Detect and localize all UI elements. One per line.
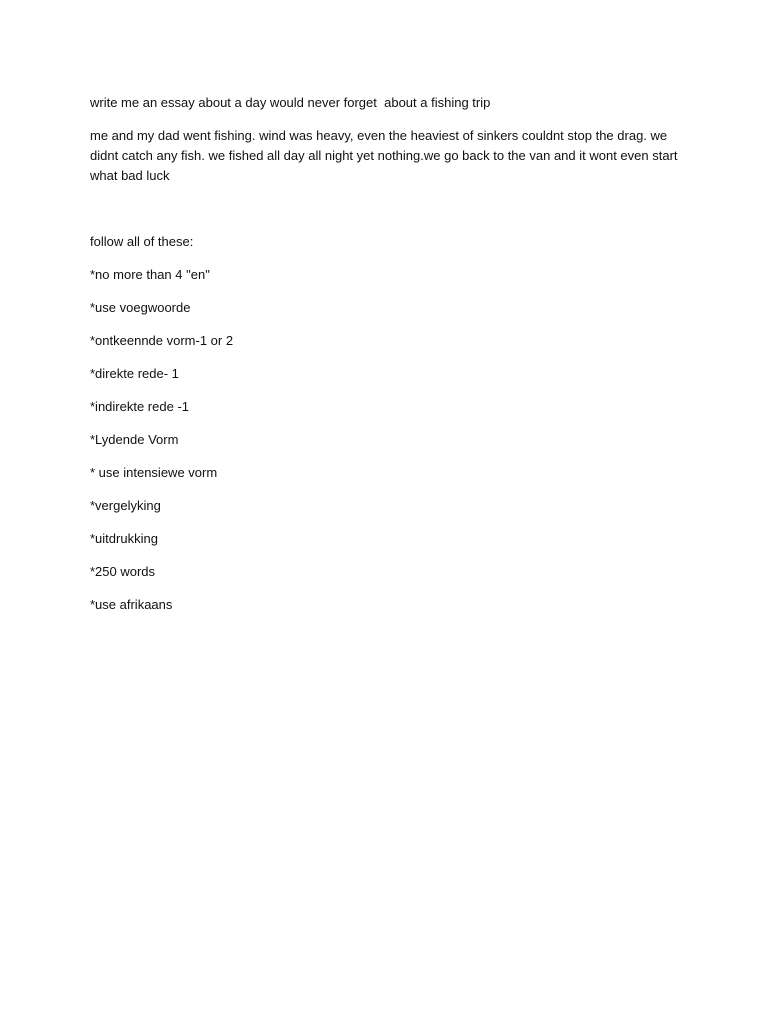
requirement-item: *ontkeennde vorm-1 or 2 [90,333,234,348]
requirement-item: * use intensiewe vorm [90,465,218,480]
requirement-item: *250 words [90,564,156,579]
requirement-item: *direkte rede- 1 [90,366,179,381]
requirement-item: *vergelyking [90,498,161,513]
requirements-list [90,265,690,615]
essay-prompt-line: write me an essay about a day would never forget about a fishing trip [90,95,491,110]
requirement-item: *use afrikaans [90,597,173,612]
requirement-item: *Lydende Vorm [90,432,179,447]
requirement-item: *use voegwoorde [90,300,191,315]
requirement-item: *uitdrukking [90,531,158,546]
document-page [90,93,690,628]
requirement-item: *no more than 4 "en" [90,267,210,282]
story-paragraph: me and my dad went fishing. wind was heavy, even the heaviest of sinkers couldnt stop the drag. we didnt catch any fish. we fished all day all night yet nothing.we go back to the van and it wont even start what bad luck [90,128,682,183]
instructions-intro: follow all of these: [90,234,194,249]
requirement-item: *indirekte rede -1 [90,399,189,414]
